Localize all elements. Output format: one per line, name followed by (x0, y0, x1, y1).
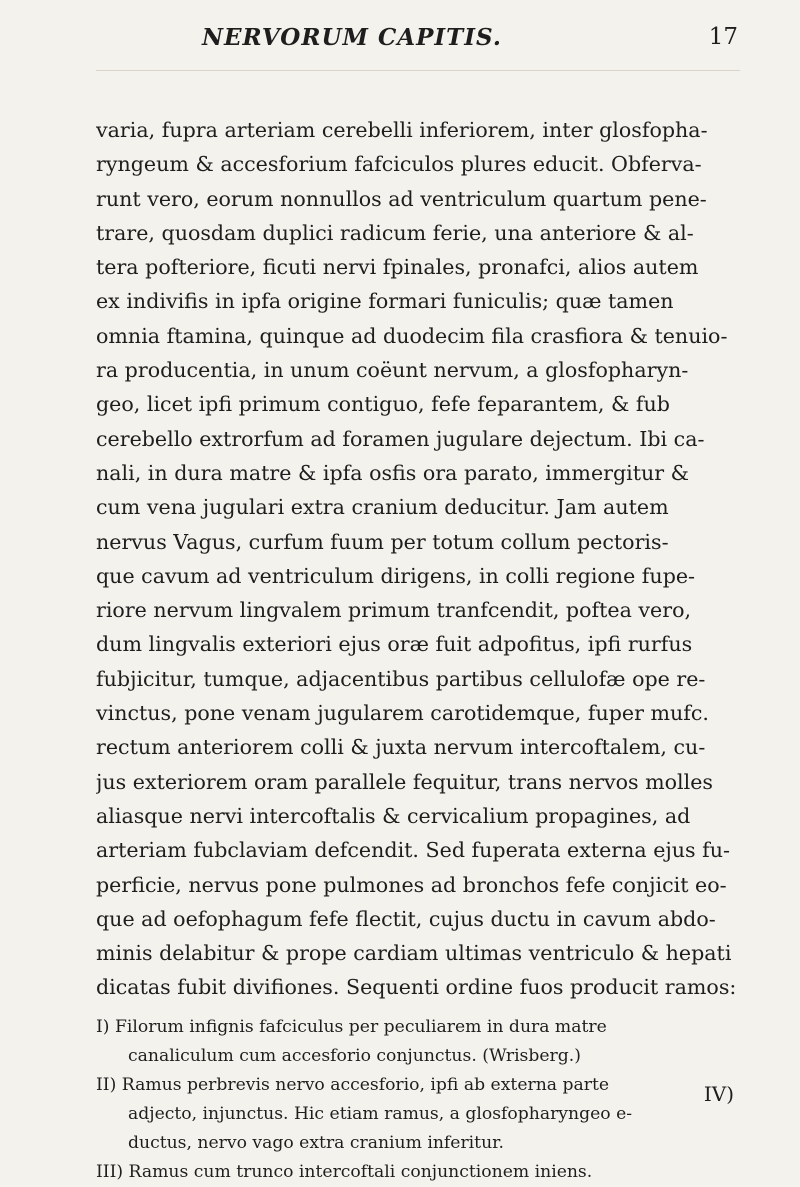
text-line: fubjicitur, tumque, adjacentibus partibus cellulofæ ope re- (96, 666, 706, 691)
list-line: adjecto, injunctus. Hic etiam ramus, a glosfopharyngeo e- (128, 1103, 633, 1124)
page-number: 17 (708, 24, 738, 50)
list-item (96, 1013, 736, 1071)
text-line: aliasque nervi intercoftalis & cervicalium propagines, ad (96, 803, 691, 828)
page-header (96, 22, 740, 71)
text-line: jus exteriorem oram parallele fequitur, trans nervos molles (96, 769, 713, 794)
text-line: vinctus, pone venam jugularem carotidemque, fuper mufc. (96, 701, 709, 726)
text-line: ra producentia, in unum coëunt nervum, a glosfopharyn- (96, 358, 689, 383)
text-line: cerebello extrorfum ad foramen jugulare dejectum. Ibi ca- (96, 426, 705, 451)
text-line: arteriam fubclaviam defcendit. Sed fuperata externa ejus fu- (96, 838, 731, 863)
text-line: riore nervum lingvalem primum tranfcendit, poftea vero, (96, 598, 692, 623)
list-line: ductus, nervo vago extra cranium inferitur. (128, 1132, 504, 1153)
main-paragraph (96, 113, 736, 1005)
text-line: dicatas fubit divifiones. Sequenti ordine fuos producit ramos: (96, 975, 736, 1000)
text-line: cum vena jugulari extra cranium deducitur. Jam autem (96, 495, 669, 520)
catchword: IV) (703, 1082, 734, 1106)
text-line: geo, licet ipfi primum contiguo, fefe feparantem, & fub (96, 392, 670, 417)
text-line: omnia ftamina, quinque ad duodecim fila crasfiora & tenuio- (96, 323, 728, 348)
text-line: tera pofteriore, ficuti nervi fpinales, pronafci, alios autem (96, 255, 699, 280)
list-item (96, 1071, 736, 1158)
text-line: que cavum ad ventriculum dirigens, in colli regione fupe- (96, 563, 696, 588)
text-line: nali, in dura matre & ipfa osfis ora parato, immergitur & (96, 460, 690, 485)
text-line: minis delabitur & prope cardiam ultimas ventriculo & hepati (96, 941, 732, 966)
running-head: NERVORUM CAPITIS. (202, 24, 502, 51)
list-line: III) Ramus cum trunco intercoftali conjunctionem iniens. (96, 1161, 593, 1182)
list-line: I) Filorum infignis fafciculus per peculiarem in dura matre (96, 1016, 607, 1037)
text-line: varia, fupra arteriam cerebelli inferiorem, inter glosfopha- (96, 118, 708, 142)
branch-list (96, 1013, 736, 1187)
text-line: dum lingvalis exteriori ejus oræ fuit adpofitus, ipfi rurfus (96, 632, 693, 657)
text-line: rectum anteriorem colli & juxta nervum intercoftalem, cu- (96, 735, 706, 760)
text-line: ryngeum & accesforium fafciculos plures educit. Obferva- (96, 152, 702, 177)
list-item (96, 1158, 736, 1187)
list-line: canaliculum cum accesforio conjunctus. (Wrisberg.) (128, 1045, 581, 1066)
text-line: runt vero, eorum nonnullos ad ventriculum quartum pene- (96, 186, 707, 211)
list-line: II) Ramus perbrevis nervo accesforio, ipfi ab externa parte (96, 1074, 610, 1095)
text-line: nervus Vagus, curfum fuum per totum collum pectoris- (96, 529, 669, 554)
text-line: ex indivifis in ipfa origine formari funiculis; quæ tamen (96, 289, 674, 314)
text-line: que ad oefophagum fefe flectit, cujus ductu in cavum abdo- (96, 906, 716, 931)
text-line: perficie, nervus pone pulmones ad bronchos fefe conjicit eo- (96, 872, 727, 897)
text-line: trare, quosdam duplici radicum ferie, una anteriore & al- (96, 220, 694, 245)
